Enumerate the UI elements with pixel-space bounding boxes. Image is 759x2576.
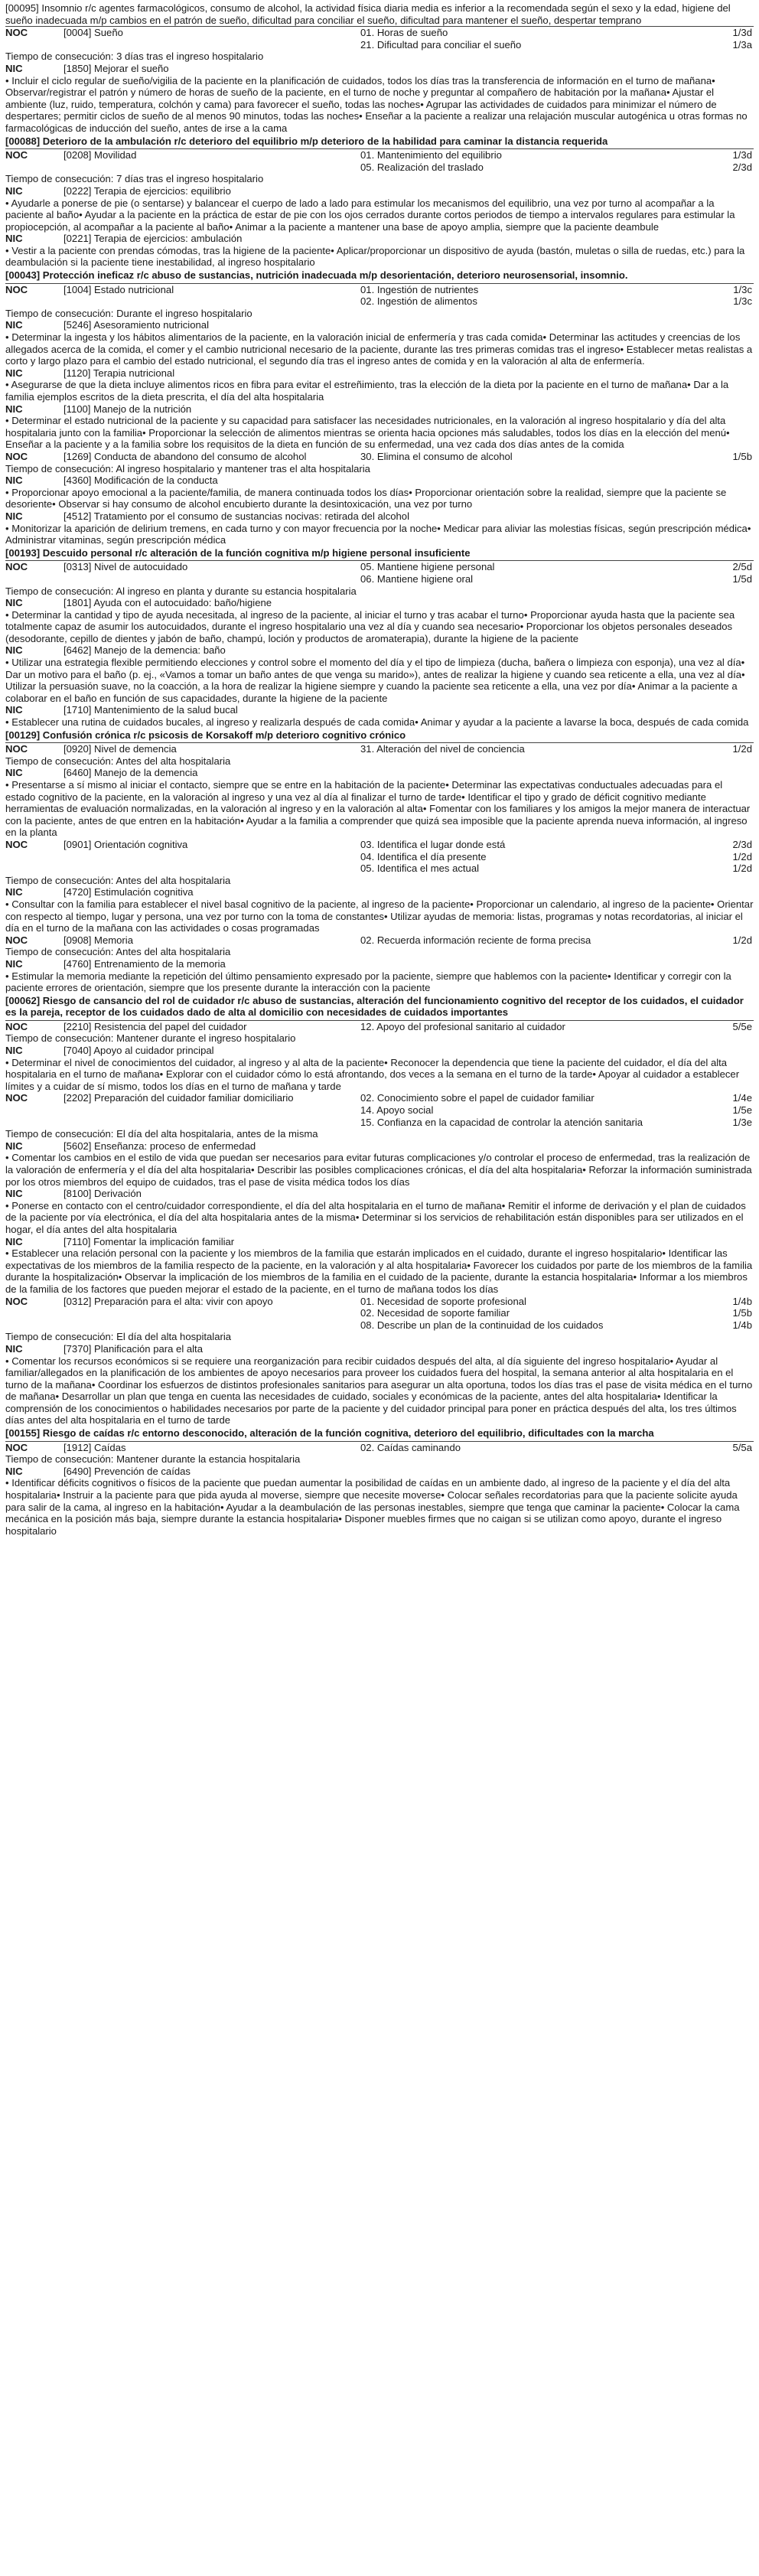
diagnosis-heading: [00155] Riesgo de caídas r/c entorno desconocido, alteración de la función cognitiva, deterioro del equilibrio, dificultades con la marcha — [5, 1427, 754, 1442]
noc-outcome-row — [5, 561, 754, 585]
noc-indicator-text: 01. Mantenimiento del equilibrio — [360, 149, 502, 161]
paragraph: • Monitorizar la aparición de delirium tremens, en cada turno y con mayor frecuencia por la noche• Medicar para aliviar las molestias físicas, según prescripción médica• Administrar vitaminas, según prescripción médica — [5, 522, 751, 546]
nic-name: [1801] Ayuda con el autocuidado: baño/higiene — [64, 597, 272, 609]
nic-intervention-row — [5, 1466, 754, 1478]
noc-indicator-text: 01. Ingestión de nutrientes — [360, 283, 479, 295]
noc-name: [1269] Conducta de abandono del consumo de alcohol — [64, 450, 307, 462]
noc-indicator-list — [360, 839, 754, 875]
noc-label: NOC — [5, 743, 28, 755]
noc-indicator-score: 1/2d — [732, 934, 752, 946]
noc-indicator-text: 02. Caídas caminando — [360, 1441, 461, 1453]
noc-indicator-list — [360, 27, 754, 51]
paragraph: Tiempo de consecución: 7 días tras el ingreso hospitalario — [5, 173, 264, 185]
noc-indicator-list — [360, 149, 754, 173]
noc-outcome-row — [5, 1442, 754, 1454]
noc-label: NOC — [5, 561, 28, 573]
noc-indicator-text: 01. Horas de sueño — [360, 27, 448, 39]
noc-label: NOC — [5, 1441, 28, 1453]
noc-name: [0908] Memoria — [64, 934, 133, 946]
paragraph: • Asegurarse de que la dieta incluye alimentos ricos en fibra para evitar el estreñimiento, tras la elección de la dieta por la paciente en el turno de mañana• Dar a la familia ejemplos escritos de la dieta prescrita, el día del alta hospitalaria — [5, 379, 729, 403]
noc-indicator-list — [360, 1296, 754, 1332]
noc-indicator-score: 1/3e — [732, 1116, 752, 1128]
noc-outcome-row — [5, 1092, 754, 1128]
paragraph: Tiempo de consecución: Mantener durante la estancia hospitalaria — [5, 1453, 301, 1466]
nic-label: NIC — [5, 1342, 23, 1355]
paragraph: Tiempo de consecución: El día del alta hospitalaria, antes de la misma — [5, 1128, 318, 1140]
noc-indicator-list — [360, 934, 754, 947]
noc-indicator-text: 06. Mantiene higiene oral — [360, 572, 474, 585]
noc-indicator-score: 5/5e — [732, 1020, 752, 1032]
nic-intervention-row — [5, 233, 754, 245]
paragraph: • Comentar los recursos económicos si se requiere una reorganización para recibir cuidados después del alta, al día siguiente del ingreso hospitalario• Ayudar al familiar/allegados en la planificación de los ambientes de apoyo necesarios para proveer los cuidados fuera del hospital, la semana anterior al alta hospitalaria en el turno de la mañana• Coordinar los esfuerzos de distintos profesionales sanitarios para asegurar un alta oportuna, todos los días tras el pase de visita médica en el turno de mañana• Desarrollar un plan que tenga en cuenta las necesidades de cuidado, sociales y económicas de la paciente, antes del alta hospitalaria• Identificar la comprensión de los conocimientos o habilidades necesarios por parte de la paciente y del cuidador principal para poner en práctica después del alta, los tres últimos días antes del alta hospitalaria en el turno de tarde — [5, 1355, 753, 1427]
nic-intervention-row — [5, 367, 754, 380]
nic-label: NIC — [5, 644, 23, 657]
noc-indicator-score: 1/5e — [732, 1104, 752, 1117]
nic-intervention-row — [5, 1045, 754, 1057]
nic-label: NIC — [5, 767, 23, 779]
noc-indicator-score: 1/3c — [733, 283, 752, 295]
nic-intervention-row — [5, 185, 754, 197]
noc-indicator-score: 1/5d — [732, 572, 752, 585]
noc-indicator-score: 1/5b — [732, 1307, 752, 1319]
noc-indicator-text: 03. Identifica el lugar donde está — [360, 838, 506, 850]
nic-intervention-row — [5, 403, 754, 416]
noc-indicator-text: 31. Alteración del nivel de conciencia — [360, 743, 525, 755]
noc-indicator-text: 05. Mantiene higiene personal — [360, 561, 495, 573]
nic-name: [4760] Entrenamiento de la memoria — [64, 957, 226, 970]
noc-indicator-text: 05. Identifica el mes actual — [360, 862, 480, 875]
paragraph: • Presentarse a sí mismo al iniciar el contacto, siempre que se entre en la habitación de la paciente• Determinar las expectativas conductuales adecuadas para el estado cognitivo de la paciente, en la valoración al ingreso y una vez al día al finalizar el turno de tarde• Identificar el tipo y grado de déficit cognitivo mediante herramientas de evaluación normalizadas, en la valoración al ingreso y en la valoración al alta• Fomentar con los familiares y los amigos la mejor manera de interactuar con la paciente, antes de que entren en la habitación• Ayudar a la familia a comprender que quizá sea imposible que la paciente aprenda nueva información, al ingreso en la planta — [5, 779, 751, 839]
nic-name: [4360] Modificación de la conducta — [64, 474, 218, 487]
noc-label: NOC — [5, 149, 28, 161]
noc-outcome-row — [5, 149, 754, 173]
noc-label: NOC — [5, 450, 28, 462]
noc-indicator-text: 08. Describe un plan de la continuidad de los cuidados — [360, 1319, 604, 1331]
noc-outcome-row — [5, 934, 754, 947]
diagnosis-heading: [00129] Confusión crónica r/c psicosis de Korsakoff m/p deterioro cognitivo crónico — [5, 729, 754, 744]
noc-indicator-score: 1/5b — [732, 450, 752, 462]
nic-name: [4512] Tratamiento por el consumo de sustancias nocivas: retirada del alcohol — [64, 510, 409, 522]
nic-name: [6462] Manejo de la demencia: baño — [64, 644, 226, 657]
noc-indicator-text: 02. Necesidad de soporte familiar — [360, 1307, 510, 1319]
paragraph: Tiempo de consecución: Al ingreso en planta y durante su estancia hospitalaria — [5, 585, 357, 597]
noc-indicator-list — [360, 1021, 754, 1033]
noc-indicator-text: 01. Necesidad de soporte profesional — [360, 1295, 526, 1307]
paragraph: • Ponerse en contacto con el centro/cuidador correspondiente, el día del alta hospitalaria en el turno de mañana• Remitir el informe de derivación y el plan de cuidados de la paciente por vía electrónica, el día del alta hospitalaria antes de la misma• Determinar si los servicios de rehabilitación están disponibles para ser utilizados en el hogar, el día antes del alta hospitalaria — [5, 1199, 746, 1235]
paragraph: • Comentar los cambios en el estilo de vida que puedan ser necesarios para evitar futuras complicaciones y/o controlar el proceso de enfermedad, tras la realización de la valoración de enfermería y el día del alta hospitalaria• Describir las posibles complicaciones crónicas, el día del alta hospitalaria• Reforzar la información suministrada por los otros miembros del equipo de cuidados, tras el pase de visita médica todos los días — [5, 1152, 752, 1188]
noc-name: [2210] Resistencia del papel del cuidador — [64, 1020, 247, 1032]
noc-label: NOC — [5, 27, 28, 39]
noc-indicator-list — [360, 1092, 754, 1128]
noc-name: [0920] Nivel de demencia — [64, 743, 177, 755]
nic-label: NIC — [5, 367, 23, 379]
noc-name: [1004] Estado nutricional — [64, 283, 174, 295]
nic-label: NIC — [5, 1045, 23, 1057]
noc-name: [0313] Nivel de autocuidado — [64, 561, 188, 573]
nic-intervention-row — [5, 644, 754, 657]
nic-name: [5602] Enseñanza: proceso de enfermedad — [64, 1140, 256, 1152]
noc-label: NOC — [5, 934, 28, 946]
diagnosis-heading: [00062] Riesgo de cansancio del rol de cuidador r/c abuso de sustancias, alteración del funcionamiento cognitivo del receptor de los cuidados, el cuidador es la pareja, receptor de los cuidados dado de alta al domicilio con necesidades de cuidados importantes — [5, 994, 754, 1021]
nic-label: NIC — [5, 319, 23, 331]
diagnosis-heading: [00088] Deterioro de la ambulación r/c deterioro del equilibrio m/p deterioro de la habilidad para caminar la distancia requerida — [5, 135, 754, 150]
nic-name: [4720] Estimulación cognitiva — [64, 886, 194, 898]
nic-name: [0221] Terapia de ejercicios: ambulación — [64, 233, 243, 245]
paragraph: Tiempo de consecución: Al ingreso hospitalario y mantener tras el alta hospitalaria — [5, 462, 370, 474]
noc-indicator-text: 04. Identifica el día presente — [360, 850, 487, 862]
noc-indicator-list — [360, 561, 754, 585]
nic-intervention-row — [5, 510, 754, 523]
noc-label: NOC — [5, 1092, 28, 1104]
noc-indicator-text: 30. Elimina el consumo de alcohol — [360, 450, 513, 462]
noc-outcome-row — [5, 1021, 754, 1033]
noc-indicator-score: 2/3d — [732, 838, 752, 850]
paragraph: Tiempo de consecución: El día del alta hospitalaria — [5, 1331, 232, 1343]
noc-outcome-row — [5, 451, 754, 463]
paragraph: Tiempo de consecución: Durante el ingreso hospitalario — [5, 307, 252, 319]
noc-outcome-row — [5, 1296, 754, 1332]
nic-label: NIC — [5, 1140, 23, 1152]
noc-indicator-list — [360, 451, 754, 463]
nic-label: NIC — [5, 403, 23, 415]
noc-label: NOC — [5, 1020, 28, 1032]
noc-name: [0208] Movilidad — [64, 149, 137, 161]
noc-name: [1912] Caídas — [64, 1441, 126, 1453]
noc-name: [0312] Preparación para el alta: vivir con apoyo — [64, 1295, 273, 1307]
noc-label: NOC — [5, 1295, 28, 1307]
noc-indicator-text: 02. Ingestión de alimentos — [360, 295, 477, 308]
noc-indicator-text: 05. Realización del traslado — [360, 161, 484, 173]
nic-intervention-row — [5, 767, 754, 779]
care-plan-document — [5, 2, 754, 1537]
nic-intervention-row — [5, 704, 754, 716]
nic-intervention-row — [5, 1188, 754, 1200]
noc-indicator-text: 21. Dificultad para conciliar el sueño — [360, 38, 522, 51]
noc-outcome-row — [5, 284, 754, 308]
noc-indicator-score: 1/2d — [732, 850, 752, 862]
noc-indicator-text: 02. Conocimiento sobre el papel de cuidador familiar — [360, 1092, 594, 1104]
noc-indicator-score: 5/5a — [732, 1441, 752, 1453]
noc-name: [0901] Orientación cognitiva — [64, 838, 188, 850]
paragraph: • Proporcionar apoyo emocional a la paciente/familia, de manera continuada todos los días• Proporcionar orientación sobre la realidad, siempre que la paciente se desoriente• Observar si hay consumo de alcohol encubierto durante la desintoxicación, una vez por turno — [5, 486, 727, 510]
nic-label: NIC — [5, 184, 23, 197]
nic-intervention-row — [5, 474, 754, 487]
paragraph: • Determinar la ingesta y los hábitos alimentarios de la paciente, en la valoración inicial de enfermería y tras cada comida• Determinar las actitudes y creencias de los allegados acerca de la comida, el comer y el cambio nutricional necesario de la paciente, durante las tres primeras comidas tras el ingreso• Establecer metas realistas a corto y largo plazo para el cambio del estado nutricional, el segundo día tras el ingreso antes de comida y en la valoración al alta de enfermería. — [5, 331, 753, 367]
noc-indicator-score: 1/3d — [732, 149, 752, 161]
nic-label: NIC — [5, 1235, 23, 1247]
nic-intervention-row — [5, 319, 754, 331]
noc-label: NOC — [5, 838, 28, 850]
noc-indicator-score: 1/2d — [732, 862, 752, 875]
nic-label: NIC — [5, 510, 23, 522]
nic-name: [1850] Mejorar el sueño — [64, 62, 169, 74]
paragraph: • Vestir a la paciente con prendas cómodas, tras la higiene de la paciente• Aplicar/proporcionar un dispositivo de ayuda (bastón, muletas o silla de ruedas, etc.) para la deambulación si la paciente tiene inestabilidad, al ingreso hospitalario — [5, 244, 745, 269]
paragraph: • Determinar el nivel de conocimientos del cuidador, al ingreso y al alta de la paciente• Reconocer la dependencia que tiene la paciente del cuidador, el día del alta hospitalaria en el turno de mañana• Explorar con el cuidador cómo lo está afrontando, dos veces a la semana en el turno de la tarde• Apoyar al cuidador a establecer límites y a cuidar de sí mismo, todos los días en el turno de mañana y tarde — [5, 1056, 740, 1092]
noc-indicator-text: 14. Apoyo social — [360, 1104, 434, 1117]
noc-label: NOC — [5, 283, 28, 295]
noc-indicator-score: 1/3d — [732, 27, 752, 39]
paragraph: Tiempo de consecución: Antes del alta hospitalaria — [5, 874, 231, 886]
nic-name: [7370] Planificación para el alta — [64, 1342, 203, 1355]
nic-name: [6460] Manejo de la demencia — [64, 767, 198, 779]
nic-label: NIC — [5, 233, 23, 245]
nic-name: [1710] Mantenimiento de la salud bucal — [64, 704, 238, 716]
nic-label: NIC — [5, 704, 23, 716]
nic-intervention-row — [5, 1343, 754, 1355]
noc-outcome-row — [5, 27, 754, 51]
noc-indicator-score: 2/5d — [732, 561, 752, 573]
paragraph: • Estimular la memoria mediante la repetición del último pensamiento expresado por la paciente, siempre que hablemos con la paciente• Identificar y corregir con la paciente errores de orientación, siempre que los presente durante la interacción con la paciente — [5, 970, 731, 994]
paragraph: • Determinar la cantidad y tipo de ayuda necesitada, al ingreso de la paciente, al iniciar el turno y tras acabar el turno• Proporcionar ayuda hasta que la paciente sea totalmente capaz de asumir los autocuidados, durante el ingreso hospitalario una vez al día y cuando sea necesario• Proporcionar los objetos personales deseados (desodorante, cepillo de dientes y jabón de baño, champú, loción y productos de aromaterapia), durante la higiene de la paciente — [5, 608, 735, 644]
nic-intervention-row — [5, 1140, 754, 1153]
nic-label: NIC — [5, 597, 23, 609]
nic-label: NIC — [5, 474, 23, 487]
noc-indicator-text: 12. Apoyo del profesional sanitario al cuidador — [360, 1020, 565, 1032]
nic-name: [0222] Terapia de ejercicios: equilibrio — [64, 184, 231, 197]
nic-name: [1120] Terapia nutricional — [64, 367, 175, 379]
noc-indicator-score: 1/4b — [732, 1295, 752, 1307]
paragraph: • Determinar el estado nutricional de la paciente y su capacidad para satisfacer las necesidades nutricionales, en la valoración al ingreso hospitalario y día del alta hospitalaria junto con la familia• Proporcionar la selección de alimentos mientras se orienta hacia opciones más saludables, todos los días en la elección del menú• Enseñar a la paciente y a la familia sobre los requisitos de la dieta en función de su enfermedad, una vez cada dos días antes de la comida — [5, 415, 730, 451]
noc-indicator-text: 02. Recuerda información reciente de forma precisa — [360, 934, 591, 946]
paragraph: Tiempo de consecución: Antes del alta hospitalaria — [5, 755, 231, 767]
nic-label: NIC — [5, 886, 23, 898]
nic-intervention-row — [5, 1236, 754, 1248]
noc-indicator-score: 1/2d — [732, 743, 752, 755]
nic-name: [1100] Manejo de la nutrición — [64, 403, 192, 415]
paragraph: • Establecer una relación personal con la paciente y los miembros de la familia que estarán implicados en el cuidado, durante el ingreso hospitalario• Identificar las expectativas de los miembros de la familia respecto de la paciente, en la valoración y al alta hospitalaria• Favorecer los cuidados por parte de los miembros de la familia durante la hospitalización• Observar la implicación de los miembros de la familia en el cuidado de la paciente, durante la estancia hospitalaria• Informar a los miembros de la familia de los factores que pueden mejorar el estado de la paciente, en el turno de mañana todos los días — [5, 1247, 753, 1295]
noc-indicator-list — [360, 284, 754, 308]
noc-name: [2202] Preparación del cuidador familiar domiciliario — [64, 1092, 294, 1104]
noc-outcome-row — [5, 839, 754, 875]
paragraph: [00095] Insomnio r/c agentes farmacológicos, consumo de alcohol, la actividad física diaria media es inferior a la recomendada según el sexo y la edad, higiene del sueño inadecuada m/p cambios en el patrón de sueño, dificultad para conciliar el sueño, dificultad para mantener el sueño, despertar temprano — [5, 2, 754, 27]
paragraph: • Incluir el ciclo regular de sueño/vigilia de la paciente en la planificación de cuidados, todos los días tras la transferencia de información en el turno de mañana• Observar/registrar el patrón y número de horas de sueño de la paciente, en el turno de noche y preguntar al compañero de habitación por la mañana• Ajustar el ambiente (luz, ruido, temperatura, colchón y cama) para favorecer el sueño, todas las noches• Agrupar las actividades de cuidados para minimizar el número de despertares; permitir ciclos de sueño de al menos 90 minutos, todas las noches• Enseñar a la paciente a realizar una relajación muscular autogénica u otras formas no farmacológicas de inducción del sueño, antes de irse a la cama — [5, 74, 748, 134]
noc-indicator-score: 1/4b — [732, 1319, 752, 1331]
nic-name: [7110] Fomentar la implicación familiar — [64, 1235, 235, 1247]
noc-outcome-row — [5, 743, 754, 755]
noc-indicator-list — [360, 1442, 754, 1454]
nic-name: [8100] Derivación — [64, 1188, 142, 1200]
diagnosis-heading: [00193] Descuido personal r/c alteración de la función cognitiva m/p higiene personal insuficiente — [5, 546, 754, 562]
nic-label: NIC — [5, 1465, 23, 1477]
paragraph: • Identificar déficits cognitivos o físicos de la paciente que puedan aumentar la posibilidad de caídas en un ambiente dado, al ingreso de la paciente y el día del alta hospitalaria• Instruir a la paciente para que pida ayuda al moverse, siempre que necesite moverse• Colocar señales recordatorias para que la paciente solicite ayuda para salir de la cama, al ingreso en la habitación• Ayudar a la deambulación de las personas inestables, siempre que tenga que caminar la paciente• Colocar la cama mecánica en la posición más baja, siempre durante la estancia hospitalaria• Disponer muebles firmes que no caigan si se utilizan como apoyo, durante el ingreso hospitalario — [5, 1477, 740, 1537]
paragraph: • Ayudarle a ponerse de pie (o sentarse) y balancear el cuerpo de lado a lado para estimular los mecanismos del equilibrio, una vez por turno al acompañar a la paciente al baño• Ayudar a la paciente en la práctica de estar de pie con los ojos cerrados durante cortos periodos de tiempo a intervalos regulares para estimular la propiocepción, al acompañar a la paciente al baño• Animar a la paciente a mantener una base de apoyo amplia, siempre que la paciente deambule — [5, 197, 735, 233]
nic-name: [7040] Apoyo al cuidador principal — [64, 1045, 214, 1057]
noc-indicator-score: 1/4e — [732, 1092, 752, 1104]
paragraph: • Utilizar una estrategia flexible permitiendo elecciones y control sobre el momento del día y el tipo de limpieza (ducha, bañera o limpieza con esponja), una vez al día• Dar un motivo para el baño (p. ej., «Vamos a tomar un baño antes de que venga su marido»), antes de realizar la higiene y cuando sea reticente a ella, una vez al día• Utilizar la persuasión suave, no la coacción, a la hora de realizar la higiene siempre y cuando la paciente sea reticente a ella, una vez por día• Animar a la paciente a colaborar en el baño en función de sus capacidades, durante la higiene de la paciente — [5, 657, 745, 704]
noc-indicator-score: 2/3d — [732, 161, 752, 173]
nic-intervention-row — [5, 958, 754, 970]
paragraph: Tiempo de consecución: Antes del alta hospitalaria — [5, 946, 231, 958]
noc-name: [0004] Sueño — [64, 27, 123, 39]
noc-indicator-text: 15. Confianza en la capacidad de controlar la atención sanitaria — [360, 1116, 643, 1128]
diagnosis-heading: [00043] Protección ineficaz r/c abuso de sustancias, nutrición inadecuada m/p desorientación, deterioro neurosensorial, insomnio. — [5, 269, 754, 284]
paragraph: Tiempo de consecución: Mantener durante el ingreso hospitalario — [5, 1032, 296, 1045]
nic-intervention-row — [5, 886, 754, 898]
noc-indicator-list — [360, 743, 754, 755]
nic-name: [6490] Prevención de caídas — [64, 1465, 191, 1477]
paragraph: Tiempo de consecución: 3 días tras el ingreso hospitalario — [5, 51, 264, 63]
paragraph: • Consultar con la familia para establecer el nivel basal cognitivo de la paciente, al ingreso de la paciente• Proporcionar un calendario, al ingreso de la paciente• Orientar con respecto al tiempo, lugar y persona, una vez por turno con la toma de constantes• Utilizar ayudas de memoria: listas, programas y notas recordatorias, al iniciar el día en el turno de la mañana con las actividades o cosas programadas — [5, 898, 754, 934]
nic-label: NIC — [5, 957, 23, 970]
nic-label: NIC — [5, 62, 23, 74]
nic-intervention-row — [5, 63, 754, 75]
nic-intervention-row — [5, 597, 754, 609]
noc-indicator-score: 1/3c — [733, 295, 752, 308]
paragraph: • Establecer una rutina de cuidados bucales, al ingreso y realizarla después de cada comida• Animar y ayudar a la paciente a lavarse la boca, después de cada comida — [5, 716, 749, 729]
nic-label: NIC — [5, 1188, 23, 1200]
noc-indicator-score: 1/3a — [732, 38, 752, 51]
nic-name: [5246] Asesoramiento nutricional — [64, 319, 209, 331]
